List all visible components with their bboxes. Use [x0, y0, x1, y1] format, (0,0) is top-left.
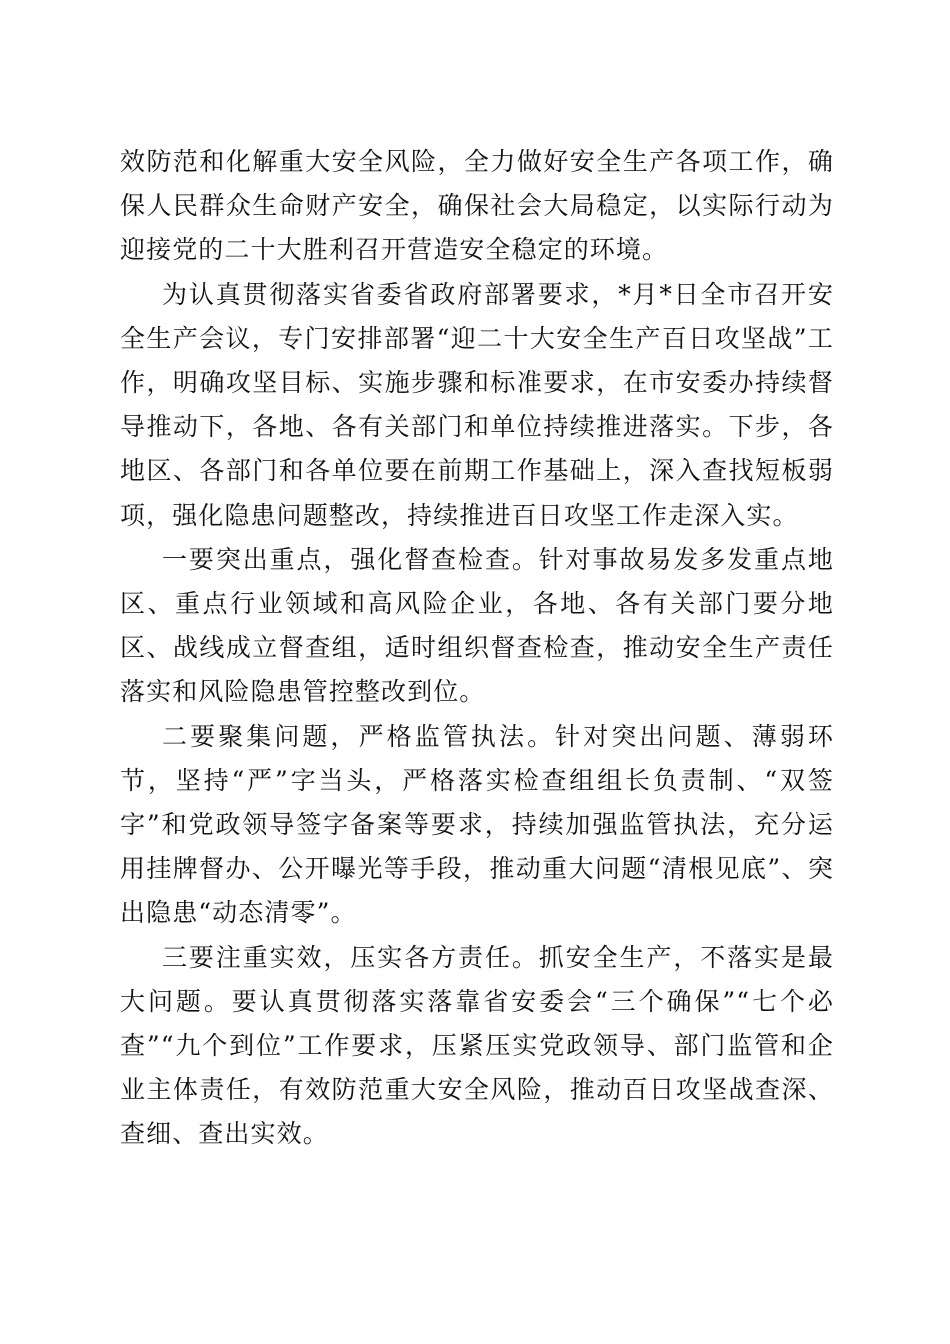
paragraph-continuation: 效防范和化解重大安全风险，全力做好安全生产各项工作，确保人民群众生命财产安全，确保社会大局稳定，以实际行动为迎接党的二十大胜利召开营造安全稳定的环境。: [120, 147, 834, 265]
paragraph-point-three: 三要注重实效，压实各方责任。抓安全生产，不落实是最大问题。要认真贯彻落实落靠省安委会“三个确保”“七个必查”“九个到位”工作要求，压紧压实党政领导、部门监管和企业主体责任，有效防范重大安全风险，推动百日攻坚战查深、查细、查出实效。: [120, 942, 834, 1149]
document-body: [120, 140, 834, 1157]
paragraph-point-one: 一要突出重点，强化督查检查。针对事故易发多发重点地区、重点行业领域和高风险企业，各地、各有关部门要分地区、战线成立督查组，适时组织督查检查，推动安全生产责任落实和风险隐患管控整改到位。: [120, 544, 834, 707]
paragraph-deployment: 为认真贯彻落实省委省政府部署要求，*月*日全市召开安全生产会议，专门安排部署“迎二十大安全生产百日攻坚战”工作，明确攻坚目标、实施步骤和标准要求，在市安委办持续督导推动下，各地、各有关部门和单位持续推进落实。下步，各地区、各部门和各单位要在前期工作基础上，深入查找短板弱项，强化隐患问题整改，持续推进百日攻坚工作走深入实。: [120, 279, 834, 530]
paragraph-point-two: 二要聚集问题，严格监管执法。针对突出问题、薄弱环节，坚持“严”字当头，严格落实检查组组长负责制、“双签字”和党政领导签字备案等要求，持续加强监管执法，充分运用挂牌督办、公开曝光等手段，推动重大问题“清根见底”、突出隐患“动态清零”。: [120, 721, 834, 928]
